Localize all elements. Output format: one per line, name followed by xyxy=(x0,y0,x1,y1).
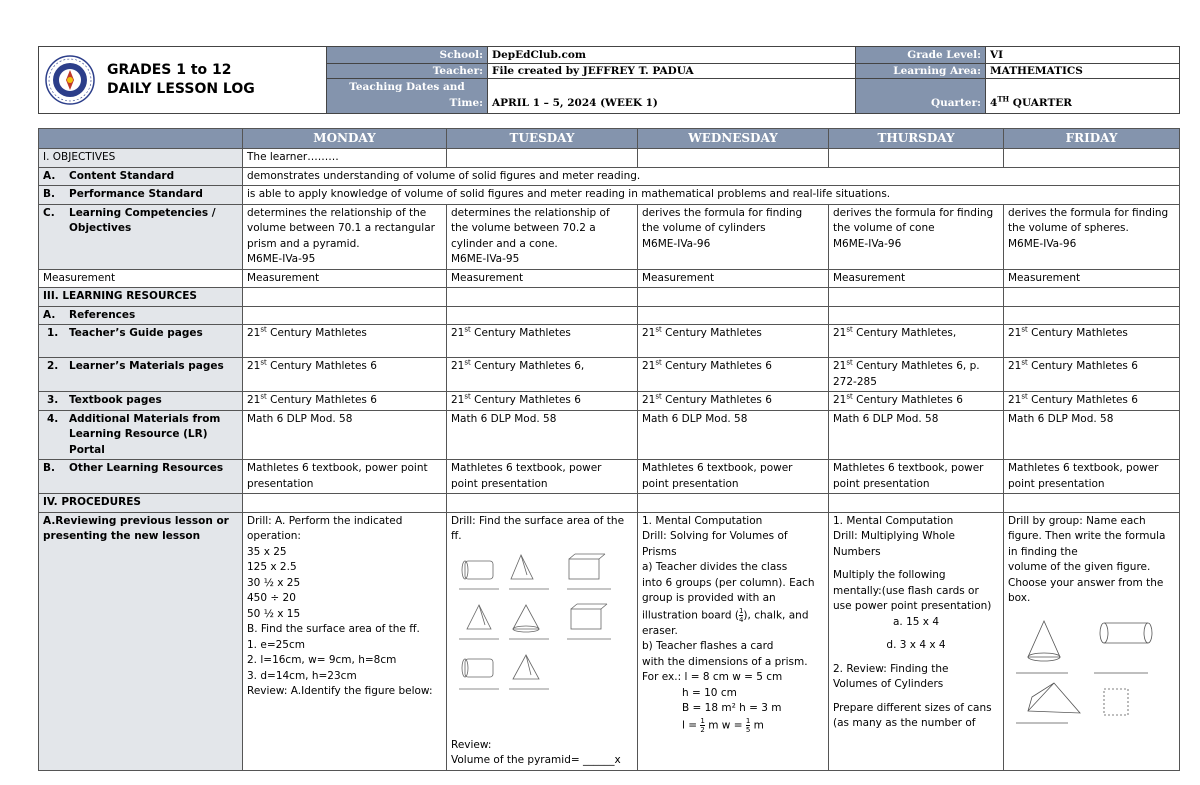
measurement-friday: Measurement xyxy=(1004,269,1180,288)
ordinal-suffix: st xyxy=(260,325,267,334)
ordinal-number: 21 xyxy=(451,360,465,372)
ordinal-number: 21 xyxy=(1008,360,1022,372)
text-line: volume between 70.1 a rectangular xyxy=(247,222,435,234)
empty-cell xyxy=(447,149,638,168)
resource-text: Century Mathletes xyxy=(1027,327,1128,339)
textbook-pages-label xyxy=(39,392,243,411)
lesson-log-header xyxy=(38,46,1180,114)
header-title-cell xyxy=(39,47,327,114)
text-line: M6ME-IVa-95 xyxy=(247,253,316,265)
ordinal-suffix: st xyxy=(464,358,471,367)
tb-tuesday xyxy=(447,392,638,411)
performance-standard-text: is able to apply knowledge of volume of solid figures and meter reading in mathematical problems and real-life situations. xyxy=(243,186,1180,205)
ordinal-suffix: st xyxy=(655,358,662,367)
text-line: 125 x 2.5 xyxy=(247,561,297,573)
text-line: B = 18 m² h = 3 m xyxy=(682,702,782,714)
empty-cell xyxy=(1004,306,1180,325)
empty-cell xyxy=(638,306,829,325)
teachers-guide-title: Teacher’s Guide pages xyxy=(69,327,203,339)
resource-text: Century Mathletes 6 xyxy=(852,394,963,406)
ordinal-number: 21 xyxy=(833,394,847,406)
text-line: 50 ½ x 15 xyxy=(247,607,301,620)
other-resources-row xyxy=(39,460,1180,494)
day-tuesday: TUESDAY xyxy=(447,129,638,149)
ordinal-suffix: st xyxy=(655,325,662,334)
learners-materials-num: 2. xyxy=(47,360,59,372)
or-thursday xyxy=(829,460,1004,494)
text-line: point presentation xyxy=(833,477,930,490)
text-line: Mathletes 6 textbook, power xyxy=(642,462,793,474)
text-line: M6ME-IVa-96 xyxy=(642,237,711,250)
references-row xyxy=(39,306,1180,325)
grade-level-value: VI xyxy=(986,47,1180,64)
empty-cell xyxy=(243,306,447,325)
content-standard-label xyxy=(39,167,243,186)
performance-standard-title: Performance Standard xyxy=(69,188,203,200)
empty-cell xyxy=(638,149,829,168)
text-line: ff. xyxy=(451,530,462,542)
teachers-guide-row xyxy=(39,325,1180,358)
title-daily-lesson-log: DAILY LESSON LOG xyxy=(107,81,255,97)
learners-materials-label xyxy=(39,358,243,392)
competencies-title-1: Learning Competencies / xyxy=(69,206,216,219)
text-segment: illustration board ( xyxy=(642,609,739,621)
or-monday xyxy=(243,460,447,494)
text-line: Drill by group: Name each xyxy=(1008,514,1146,527)
ordinal-suffix: st xyxy=(655,392,662,401)
text-line: Prisms xyxy=(642,545,677,558)
procedures-row xyxy=(39,494,1180,513)
resource-text: Century Mathletes xyxy=(266,327,367,339)
objectives-row xyxy=(39,149,1180,168)
tg-monday xyxy=(243,325,447,358)
competencies-wednesday xyxy=(638,204,829,269)
empty-cell xyxy=(638,288,829,307)
lr-thursday: Math 6 DLP Mod. 58 xyxy=(829,410,1004,460)
text-line: group is provided with an xyxy=(642,592,776,604)
text-line: the volume of cone xyxy=(833,222,935,234)
text-line: a) Teacher divides the class xyxy=(642,561,788,573)
measurement-label: Measurement xyxy=(39,269,243,288)
tg-thursday xyxy=(829,325,1004,358)
solid-figures-worksheet-image xyxy=(451,549,631,699)
lr-monday: Math 6 DLP Mod. 58 xyxy=(243,410,447,460)
lesson-log-table xyxy=(38,128,1180,771)
empty-cell xyxy=(1004,288,1180,307)
reviewing-friday xyxy=(1004,512,1180,770)
fraction-numerator: 1 xyxy=(738,606,744,615)
text-line: the volume of cylinders xyxy=(642,222,766,234)
additional-materials-row xyxy=(39,410,1180,460)
empty-cell xyxy=(638,494,829,513)
other-resources-letter: B. xyxy=(43,462,55,474)
text-line: Drill: Multiplying Whole xyxy=(833,530,955,542)
empty-cell xyxy=(1004,494,1180,513)
text-line: 1. Mental Computation xyxy=(642,514,763,527)
fraction-denominator: 4 xyxy=(738,615,744,624)
text-line: B. Find the surface area of the ff. xyxy=(247,623,420,635)
additional-materials-num: 4. xyxy=(47,412,59,425)
text-line: For ex.: l = 8 cm w = 5 cm xyxy=(642,671,783,683)
teacher-label: Teacher: xyxy=(327,64,488,79)
performance-standard-letter: B. xyxy=(43,188,55,200)
tb-friday xyxy=(1004,392,1180,411)
competencies-thursday xyxy=(829,204,1004,269)
text-line xyxy=(833,693,999,701)
resource-text: Century Mathletes 6, p. 272-285 xyxy=(833,360,980,388)
empty-cell xyxy=(447,494,638,513)
ordinal-number: 21 xyxy=(451,394,465,406)
ordinal-suffix: st xyxy=(464,325,471,334)
text-line: eraser. xyxy=(642,624,678,637)
text-line xyxy=(833,630,999,638)
school-label: School: xyxy=(327,47,488,64)
text-line: derives the formula for finding xyxy=(1008,206,1169,219)
references-letter: A. xyxy=(43,308,56,321)
text-line: (as many as the number of xyxy=(833,717,976,729)
ordinal-number: 21 xyxy=(1008,327,1022,339)
reviewing-label-1: A.Reviewing previous lesson or xyxy=(43,514,229,527)
text-line: Choose your answer from the xyxy=(1008,576,1164,589)
ordinal-number: 21 xyxy=(642,394,656,406)
resource-text: Century Mathletes, xyxy=(852,327,957,339)
text-segment: m xyxy=(750,719,764,731)
text-line: 35 x 25 xyxy=(247,545,287,558)
tg-tuesday xyxy=(447,325,638,358)
lr-tuesday: Math 6 DLP Mod. 58 xyxy=(447,410,638,460)
ordinal-number: 21 xyxy=(247,327,261,339)
text-line: volume of the given figure. xyxy=(1008,561,1151,573)
text-line: Review: xyxy=(451,738,492,751)
text-line: mentally:(use flash cards or xyxy=(833,584,979,597)
ordinal-suffix: st xyxy=(260,358,267,367)
teacher-value: File created by JEFFREY T. PADUA xyxy=(488,64,856,79)
text-line: 30 ½ x 25 xyxy=(247,576,301,589)
ordinal-suffix: st xyxy=(846,358,853,367)
text-line: Numbers xyxy=(833,545,881,558)
or-friday xyxy=(1004,460,1180,494)
text-line: in finding the xyxy=(1008,545,1078,558)
empty-cell xyxy=(829,306,1004,325)
text-line: the volume between 70.2 a xyxy=(451,222,596,234)
procedures-label: IV. PROCEDURES xyxy=(39,494,243,513)
objectives-monday: The learner……… xyxy=(243,149,447,168)
text-line xyxy=(833,654,999,662)
empty-cell xyxy=(243,288,447,307)
or-wednesday xyxy=(638,460,829,494)
learning-area-label: Learning Area: xyxy=(856,64,986,79)
fraction-denominator: 5 xyxy=(745,725,751,734)
day-monday: MONDAY xyxy=(243,129,447,149)
text-line: 3. d=14cm, h=23cm xyxy=(247,669,357,682)
reviewing-monday xyxy=(243,512,447,770)
competencies-monday xyxy=(243,204,447,269)
day-thursday: THURSDAY xyxy=(829,129,1004,149)
tb-wednesday xyxy=(638,392,829,411)
textbook-pages-num: 3. xyxy=(47,394,59,406)
school-value: DepEdClub.com xyxy=(488,47,856,64)
figures-choice-image xyxy=(1008,611,1168,731)
textbook-pages-title: Textbook pages xyxy=(69,394,162,406)
empty-cell xyxy=(447,306,638,325)
text-line: figure. Then write the formula xyxy=(1008,530,1166,542)
empty-cell xyxy=(829,288,1004,307)
lm-thursday xyxy=(829,358,1004,392)
competencies-title-2: Objectives xyxy=(69,222,132,234)
tb-monday xyxy=(243,392,447,411)
text-segment: m w = xyxy=(704,719,746,731)
deped-seal-icon xyxy=(45,55,95,105)
reviewing-tuesday xyxy=(447,512,638,770)
performance-standard-row xyxy=(39,186,1180,205)
empty-cell xyxy=(243,494,447,513)
content-standard-row xyxy=(39,167,1180,186)
ordinal-suffix: st xyxy=(1021,325,1028,334)
quarter-label: Quarter: xyxy=(856,79,986,114)
ordinal-suffix: st xyxy=(1021,392,1028,401)
other-resources-title: Other Learning Resources xyxy=(69,462,224,474)
ordinal-number: 21 xyxy=(247,394,261,406)
resource-text: Century Mathletes 6 xyxy=(1027,360,1138,372)
ordinal-suffix: st xyxy=(846,325,853,334)
blank-header-cell xyxy=(39,129,243,149)
day-wednesday: WEDNESDAY xyxy=(638,129,829,149)
additional-materials-label xyxy=(39,410,243,460)
ordinal-number: 21 xyxy=(247,360,261,372)
measurement-row xyxy=(39,269,1180,288)
text-line xyxy=(642,717,824,734)
text-line: with the dimensions of a prism. xyxy=(642,655,808,668)
content-standard-letter: A. xyxy=(43,169,56,182)
measurement-monday: Measurement xyxy=(243,269,447,288)
text-line: M6ME-IVa-96 xyxy=(1008,237,1077,250)
resource-text: Century Mathletes 6 xyxy=(470,394,581,406)
resource-text: Century Mathletes xyxy=(661,327,762,339)
learning-resources-row xyxy=(39,288,1180,307)
empty-cell xyxy=(447,288,638,307)
additional-materials-title-1: Additional Materials from xyxy=(69,412,221,425)
text-line: point presentation xyxy=(1008,477,1105,490)
textbook-pages-row xyxy=(39,392,1180,411)
ordinal-suffix: st xyxy=(464,392,471,401)
text-line: determines the relationship of the xyxy=(247,206,427,219)
text-line xyxy=(833,560,999,568)
text-line xyxy=(642,607,824,624)
fraction-numerator: 1 xyxy=(700,716,705,725)
measurement-wednesday: Measurement xyxy=(638,269,829,288)
learning-resources-label: III. LEARNING RESOURCES xyxy=(39,288,243,307)
competencies-tuesday xyxy=(447,204,638,269)
teaching-dates-label xyxy=(327,79,488,114)
competencies-friday xyxy=(1004,204,1180,269)
text-line: Mathletes 6 textbook, power xyxy=(451,462,602,474)
competencies-letter: C. xyxy=(43,206,55,219)
additional-materials-title-2: Learning Resource (LR) Portal xyxy=(69,428,208,456)
text-line: Mathletes 6 textbook, power xyxy=(833,462,984,474)
references-title: References xyxy=(69,308,136,321)
lm-wednesday xyxy=(638,358,829,392)
competencies-row xyxy=(39,204,1180,269)
reviewing-wednesday xyxy=(638,512,829,770)
text-line: box. xyxy=(1008,592,1031,604)
reviewing-row xyxy=(39,512,1180,770)
text-line: point presentation xyxy=(451,477,548,490)
tg-friday xyxy=(1004,325,1180,358)
empty-cell xyxy=(829,149,1004,168)
text-line: Mathletes 6 textbook, power xyxy=(1008,462,1159,474)
learners-materials-title: Learner’s Materials pages xyxy=(69,360,224,372)
teaching-dates-label-line2: Time: xyxy=(449,97,483,109)
text-line: use power point presentation) xyxy=(833,600,992,612)
lm-tuesday xyxy=(447,358,638,392)
quarter-suffix: TH xyxy=(997,94,1010,104)
text-line: the volume of spheres. xyxy=(1008,222,1129,234)
text-line: 2. Review: Finding the xyxy=(833,662,949,675)
text-line: M6ME-IVa-96 xyxy=(833,237,902,250)
quarter-text: QUARTER xyxy=(1009,97,1073,109)
days-header-row xyxy=(39,129,1180,149)
learning-area-value: MATHEMATICS xyxy=(986,64,1180,79)
ordinal-number: 21 xyxy=(642,327,656,339)
ordinal-number: 21 xyxy=(833,327,847,339)
text-line: point presentation xyxy=(642,477,739,490)
text-segment: l = xyxy=(682,719,701,731)
resource-text: Century Mathletes 6 xyxy=(1027,394,1138,406)
ordinal-number: 21 xyxy=(451,327,465,339)
fraction-denominator: 2 xyxy=(700,725,705,734)
other-resources-label xyxy=(39,460,243,494)
grade-level-label: Grade Level: xyxy=(856,47,986,64)
text-line: b) Teacher flashes a card xyxy=(642,640,774,652)
ordinal-suffix: st xyxy=(1021,358,1028,367)
quarter-value xyxy=(986,79,1180,114)
text-line: operation: xyxy=(247,530,301,542)
performance-standard-label xyxy=(39,186,243,205)
measurement-tuesday: Measurement xyxy=(447,269,638,288)
text-line: cylinder and a cone. xyxy=(451,237,558,250)
objectives-label: I. OBJECTIVES xyxy=(39,149,243,168)
lr-friday: Math 6 DLP Mod. 58 xyxy=(1004,410,1180,460)
text-line: 1. e=25cm xyxy=(247,638,305,651)
text-line: determines the relationship of xyxy=(451,206,610,219)
lm-monday xyxy=(243,358,447,392)
tg-wednesday xyxy=(638,325,829,358)
text-line: Drill: Find the surface area of the xyxy=(451,514,625,527)
resource-text: Century Mathletes 6 xyxy=(661,360,772,372)
competencies-label xyxy=(39,204,243,269)
text-line: h = 10 cm xyxy=(682,686,737,699)
quarter-number: 4 xyxy=(990,97,998,109)
text-line: into 6 groups (per column). Each xyxy=(642,576,815,589)
text-line: M6ME-IVa-95 xyxy=(451,253,520,265)
day-friday: FRIDAY xyxy=(1004,129,1180,149)
ordinal-number: 21 xyxy=(642,360,656,372)
content-standard-title: Content Standard xyxy=(69,169,175,182)
text-segment: ), chalk, and xyxy=(743,609,809,621)
or-tuesday xyxy=(447,460,638,494)
text-line: d. 3 x 4 x 4 xyxy=(886,639,946,651)
text-line: Multiply the following xyxy=(833,569,946,581)
text-line: 450 ÷ 20 xyxy=(247,592,296,604)
resource-text: Century Mathletes xyxy=(470,327,571,339)
teaching-dates-value: APRIL 1 – 5, 2024 (WEEK 1) xyxy=(488,79,856,114)
reviewing-label xyxy=(39,512,243,770)
text-line: Prepare different sizes of cans xyxy=(833,701,992,714)
resource-text: Century Mathletes 6, xyxy=(470,360,585,372)
content-standard-text: demonstrates understanding of volume of solid figures and meter reading. xyxy=(243,167,1180,186)
reviewing-thursday xyxy=(829,512,1004,770)
teachers-guide-label xyxy=(39,325,243,358)
ordinal-number: 21 xyxy=(1008,394,1022,406)
resource-text: Century Mathletes 6 xyxy=(266,394,377,406)
teaching-dates-label-line1: Teaching Dates and xyxy=(349,81,465,93)
text-line: a. 15 x 4 xyxy=(892,615,940,628)
resource-text: Century Mathletes 6 xyxy=(266,360,377,372)
text-line: derives the formula for finding xyxy=(642,206,803,219)
text-line: derives the formula for finding xyxy=(833,206,994,219)
text-line: Drill: Solving for Volumes of xyxy=(642,530,788,542)
text-line: Volumes of Cylinders xyxy=(833,678,944,690)
text-line: prism and a pyramid. xyxy=(247,237,360,250)
text-line: Mathletes 6 textbook, power point xyxy=(247,462,428,474)
lr-wednesday: Math 6 DLP Mod. 58 xyxy=(638,410,829,460)
measurement-thursday: Measurement xyxy=(829,269,1004,288)
ordinal-number: 21 xyxy=(833,360,847,372)
text-line: presentation xyxy=(247,477,314,490)
ordinal-suffix: st xyxy=(260,392,267,401)
text-line: Review: A.Identify the figure below: xyxy=(247,685,433,697)
teachers-guide-num: 1. xyxy=(47,327,59,339)
fraction-numerator: 1 xyxy=(745,716,751,725)
text-line: Drill: A. Perform the indicated xyxy=(247,514,403,527)
text-line: 2. l=16cm, w= 9cm, h=8cm xyxy=(247,654,397,666)
text-line: Volume of the pyramid= ______x xyxy=(451,754,621,766)
references-label xyxy=(39,306,243,325)
text-line: 1. Mental Computation xyxy=(833,514,954,527)
empty-cell xyxy=(1004,149,1180,168)
lm-friday xyxy=(1004,358,1180,392)
tb-thursday xyxy=(829,392,1004,411)
reviewing-label-2: presenting the new lesson xyxy=(43,530,201,542)
learners-materials-row xyxy=(39,358,1180,392)
resource-text: Century Mathletes 6 xyxy=(661,394,772,406)
ordinal-suffix: st xyxy=(846,392,853,401)
title-grades: GRADES 1 to 12 xyxy=(107,62,232,78)
empty-cell xyxy=(829,494,1004,513)
